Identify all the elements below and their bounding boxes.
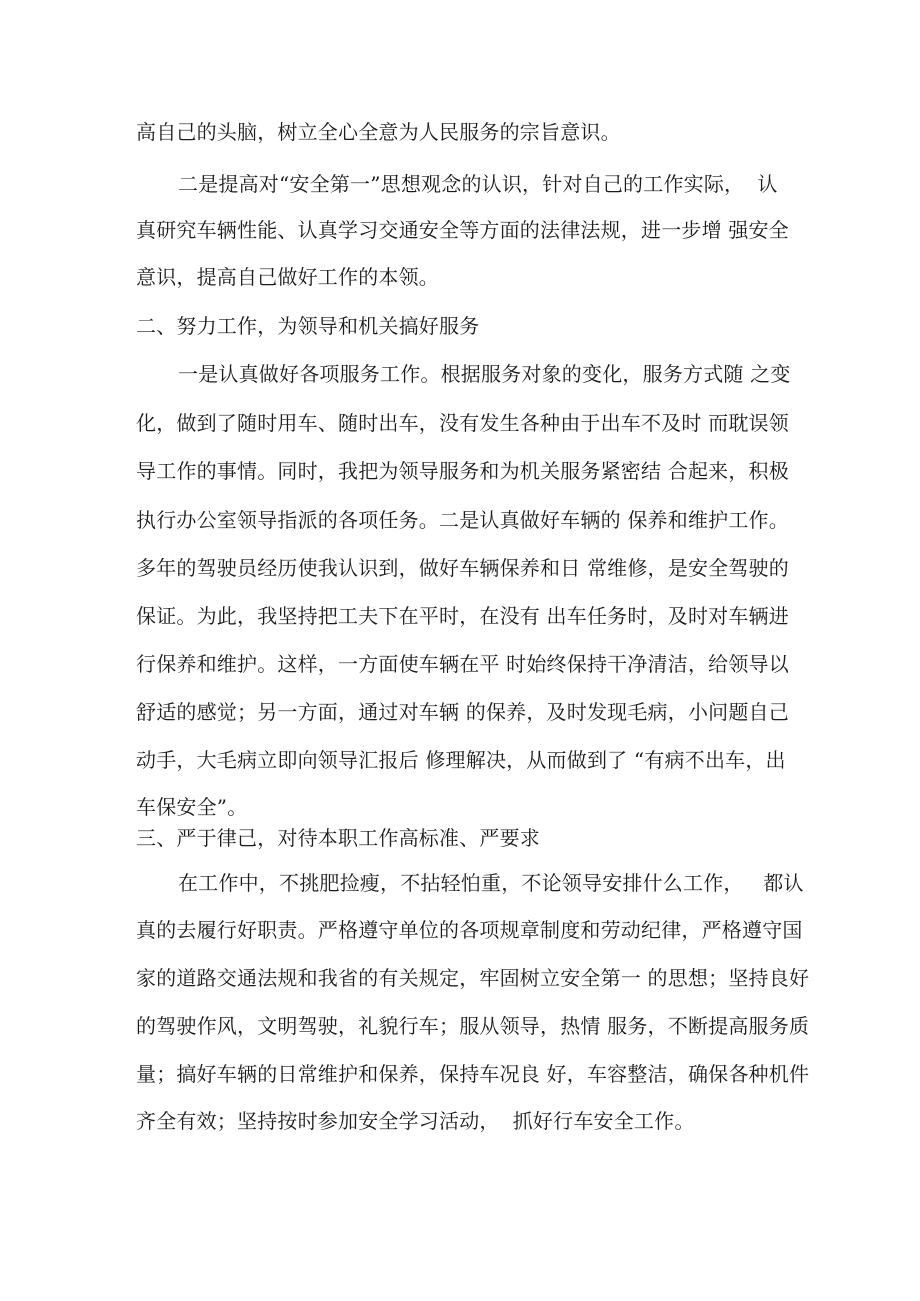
text-line: 保证。为此，我坚持把工夫下在平时，在没有 出车任务时，及时对车辆进 [136, 604, 789, 628]
text-line: 意识，提高自己做好工作的本领。 [136, 265, 439, 289]
text-line: 真的去履行好职责。严格遵守单位的各项规章制度和劳动纪律，严格遵守国 [136, 918, 803, 942]
text-line: 导工作的事情。同时，我把为领导服务和为机关服务紧密结 合起来，积极 [136, 459, 789, 483]
section-heading: 三、严于律己，对待本职工作高标准、严要求 [136, 826, 540, 850]
text-line: 二是提高对“安全第一”思想观念的认识，针对自己的工作实际， 认 [178, 172, 778, 196]
text-line: 真研究车辆性能、认真学习交通安全等方面的法律法规，进一步增 强安全 [136, 218, 789, 242]
text-line: 齐全有效；坚持按时参加安全学习活动， 抓好行车安全工作。 [136, 1109, 695, 1133]
text-line: 行保养和维护。这样，一方面使车辆在平 时始终保持干净清洁，给领导以 [136, 652, 789, 676]
text-line: 的驾驶作风，文明驾驶，礼貌行车；服从领导，热情 服务，不断提高服务质 [136, 1014, 810, 1038]
text-line: 高自己的头脑，树立全心全意为人民服务的宗旨意识。 [136, 120, 621, 144]
text-line: 化，做到了随时用车、随时出车，没有发生各种由于出车不及时 而耽误领 [136, 411, 789, 435]
text-line: 舒适的感觉；另一方面，通过对车辆 的保养，及时发现毛病，小问题自己 [136, 700, 789, 724]
text-line: 在工作中，不挑肥捡瘦，不拈轻怕重，不论领导安排什么工作， 都认 [178, 871, 804, 895]
text-line: 动手，大毛病立即向领导汇报后 修理解决，从而做到了 “有病不出车，出 [136, 748, 786, 772]
text-line: 量；搞好车辆的日常维护和保养，保持车况良 好，车容整洁，确保各种机件 [136, 1062, 810, 1086]
text-line: 一是认真做好各项服务工作。根据服务对象的变化，服务方式随 之变 [178, 362, 791, 386]
text-line: 家的道路交通法规和我省的有关规定，牢固树立安全第一 的思想；坚持良好 [136, 966, 810, 990]
section-heading: 二、努力工作，为领导和机关搞好服务 [136, 314, 480, 338]
text-line: 多年的驾驶员经历使我认识到，做好车辆保养和日 常维修，是安全驾驶的 [136, 556, 789, 580]
text-line: 车保安全”。 [136, 795, 248, 819]
text-line: 执行办公室领导指派的各项任务。二是认真做好车辆的 保养和维护工作。 [136, 508, 789, 532]
